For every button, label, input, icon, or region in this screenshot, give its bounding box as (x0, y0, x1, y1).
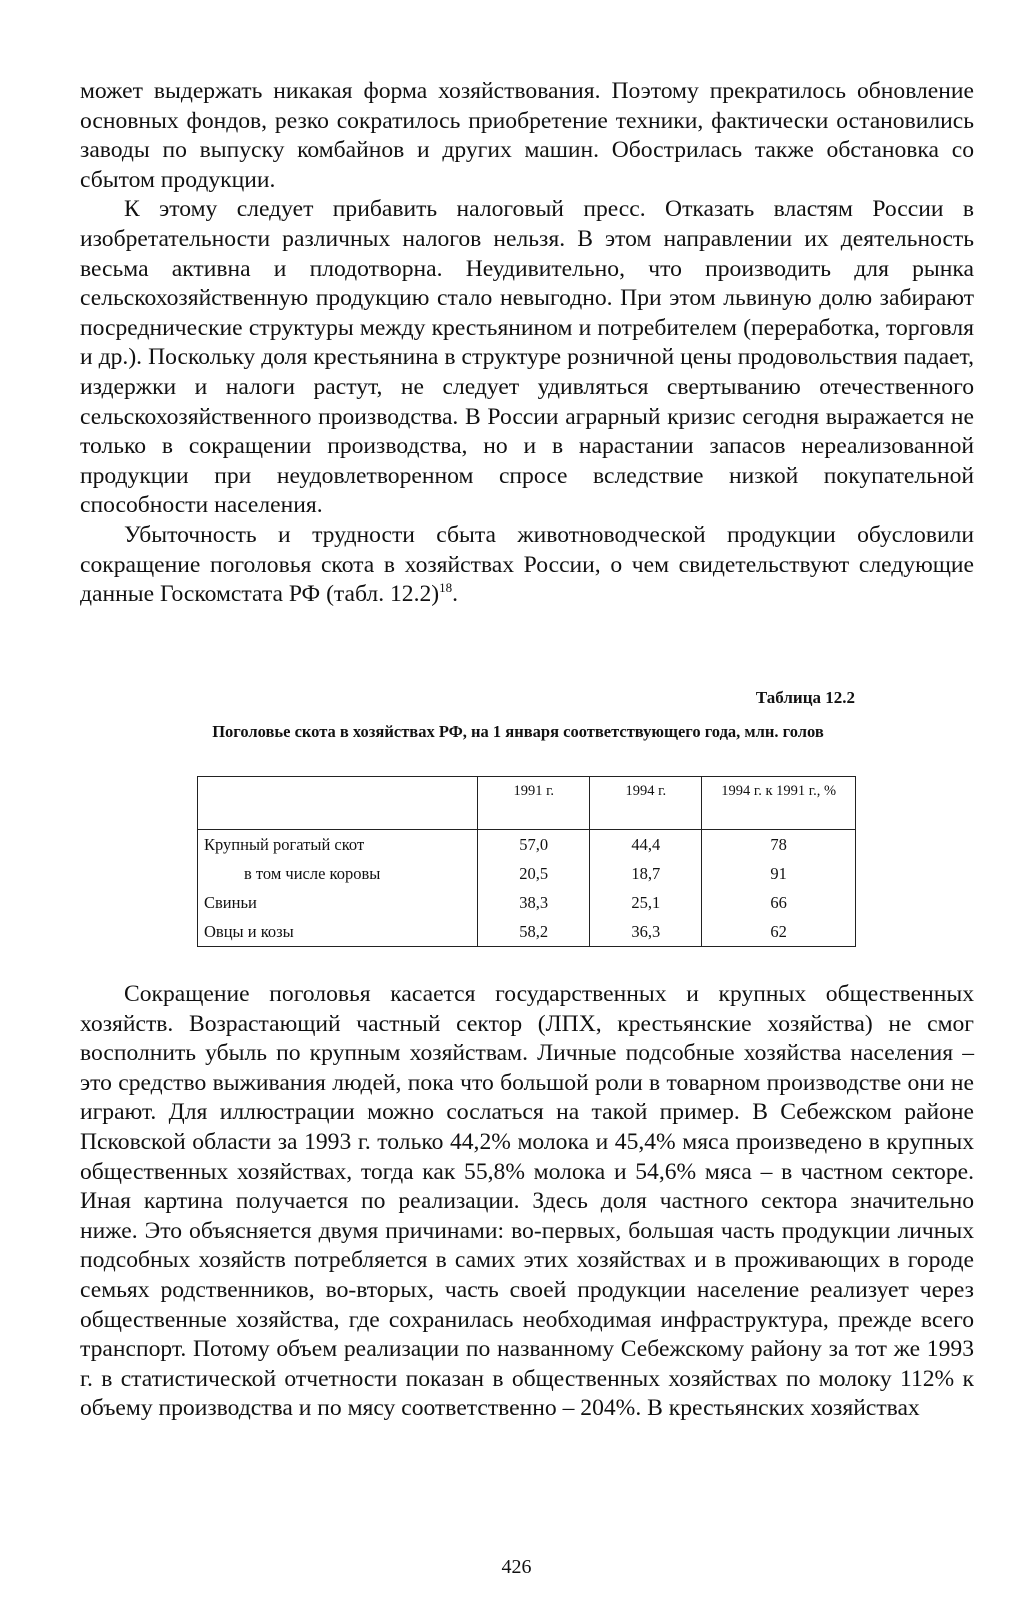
row-label: в том числе коровы (198, 859, 478, 888)
table-header-row (198, 777, 856, 830)
table-row (198, 859, 856, 888)
value-percent: 66 (702, 888, 856, 917)
value-percent: 62 (702, 917, 856, 947)
table-label: Таблица 12.2 (755, 688, 855, 707)
value-1994: 44,4 (590, 830, 702, 860)
row-label: Крупный рогатый скот (198, 830, 478, 860)
table-header-cell: 1994 г. к 1991 г., % (702, 777, 856, 830)
table-header-cell: 1991 г. (478, 777, 590, 830)
table-title: Поголовье скота в хозяйствах РФ, на 1 января соответствующего года, млн. голов (212, 722, 824, 741)
text-block-top (80, 77, 974, 610)
value-1991: 57,0 (478, 830, 590, 860)
value-1994: 25,1 (590, 888, 702, 917)
value-1994: 18,7 (590, 859, 702, 888)
table-row (198, 917, 856, 947)
value-1991: 38,3 (478, 888, 590, 917)
paragraph: может выдержать никакая форма хозяйствования. Поэтому прекратилось обновление основных фондов, резко сократилось приобретение техники, фактически остановились заводы по выпуску комбайнов и других машин. Обострилась также обстановка со сбытом продукции. (80, 78, 974, 193)
value-percent: 78 (702, 830, 856, 860)
table-header-cell (198, 777, 478, 830)
table-header-cell: 1994 г. (590, 777, 702, 830)
table-row (198, 888, 856, 917)
livestock-table (197, 776, 856, 947)
value-percent: 91 (702, 859, 856, 888)
value-1991: 58,2 (478, 917, 590, 947)
paragraph-text: Убыточность и трудности сбыта животноводческой продукции обусловили сокращение поголовья скота в хозяйствах России, о чем свидетельствуют следующие данные Госкомстата РФ (табл. 12.2) (80, 521, 974, 608)
paragraph-tail: . (452, 581, 459, 608)
value-1994: 36,3 (590, 917, 702, 947)
row-label: Овцы и козы (198, 917, 478, 947)
paragraph: К этому следует прибавить налоговый пресс. Отказать властям России в изобретательности различных налогов нельзя. В этом направлении их деятельность весьма активна и плодотворна. Неудивительно, что производить для рынка сельскохозяйственную продукцию стало невыгодно. При этом львиную долю забирают посреднические структуры между крестьянином и потребителем (переработка, торговля и др.). Поскольку доля крестьянина в структуре розничной цены продовольствия падает, издержки и налоги растут, не следует удивляться свертыванию отечественного сельскохозяйственного производства. В России аграрный кризис сегодня выражается не только в сокращении производства, но и в нарастании запасов нереализованной продукции при неудовлетворенном спросе вследствие низкой покупательной способности населения. (80, 196, 974, 519)
page-number: 426 (501, 1556, 532, 1578)
text-block-bottom (80, 980, 974, 1424)
value-1991: 20,5 (478, 859, 590, 888)
row-label: Свиньи (198, 888, 478, 917)
paragraph (80, 521, 974, 610)
paragraph: Сокращение поголовья касается государственных и крупных общественных хозяйств. Возрастающий частный сектор (ЛПХ, крестьянские хозяйства) не смог восполнить убыль по крупным хозяйствам. Личные подсобные хозяйства населения – это средство выживания людей, пока что большой роли в товарном производстве они не играют. Для иллюстрации можно сослаться на такой пример. В Себежском районе Псковской области за 1993 г. только 44,2% молока и 45,4% мяса произведено в крупных общественных хозяйствах, тогда как 55,8% молока и 54,6% мяса – в частном секторе. Иная картина получается по реализации. Здесь доля частного сектора значительно ниже. Это объясняется двумя причинами: во-первых, большая часть продукции личных подсобных хозяйств потребляется в самих этих хозяйствах и в проживающих в городе семьях родственников, во-вторых, часть своей продукции население реализует через общественные хозяйства, где сохранилась необходимая инфраструктура, прежде всего транспорт. Потому объем реализации по названному Себежскому району за тот же 1993 г. в статистической отчетности показан в общественных хозяйствах по молоку 112% к объему производства и по мясу соответственно – 204%. В крестьянских хозяйствах (80, 981, 974, 1422)
table-row (198, 830, 856, 860)
footnote-ref: 18 (439, 580, 453, 596)
